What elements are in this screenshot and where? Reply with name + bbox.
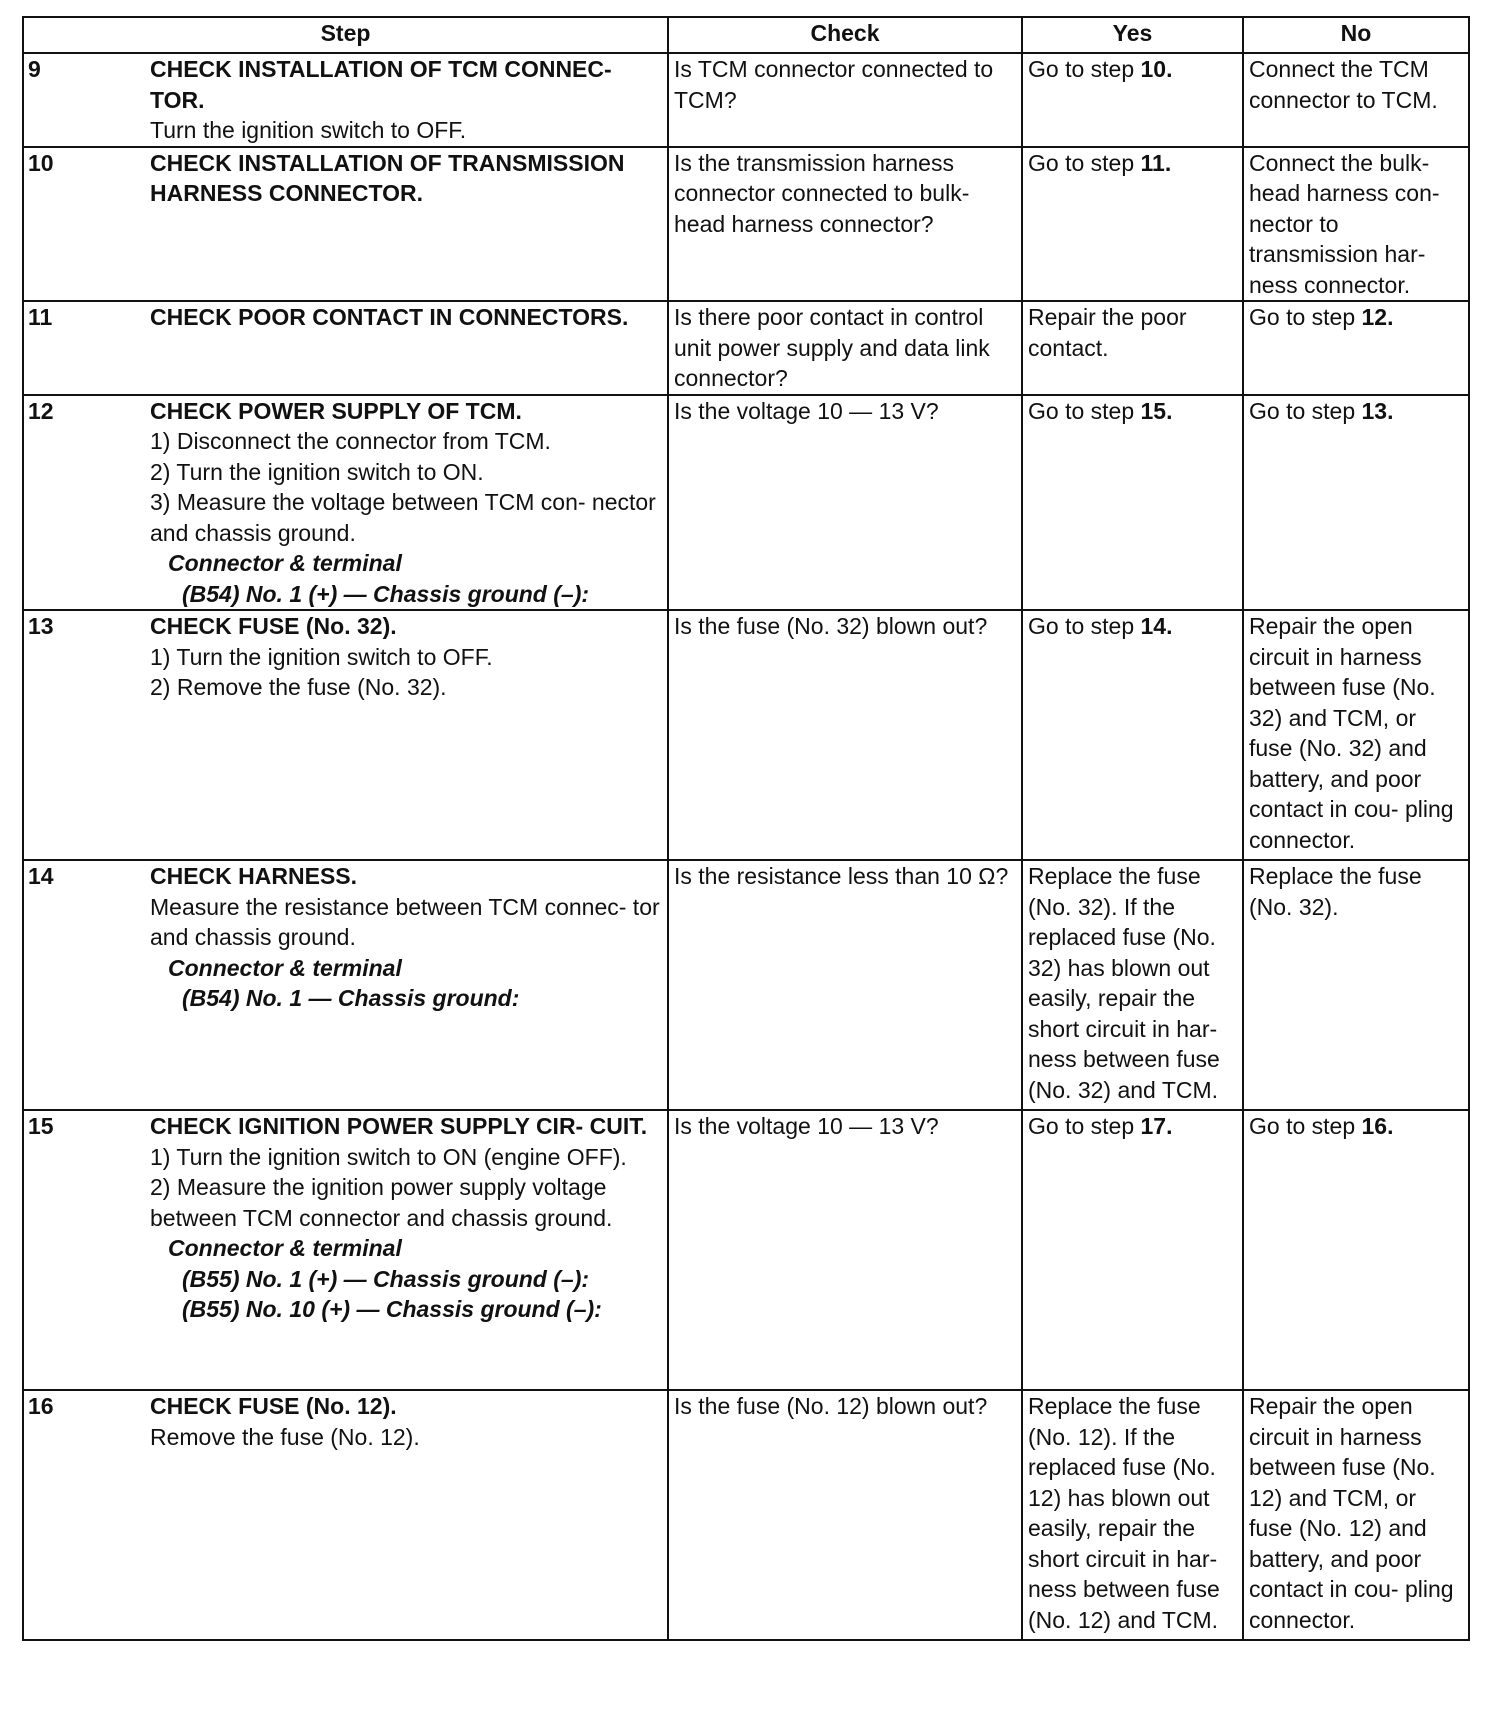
yes-text: Go to step: [1028, 149, 1141, 176]
table-row: [23, 610, 1469, 860]
check-cell: Is the fuse (No. 32) blown out?: [668, 610, 1022, 860]
connector-terminal: (B54) No. 1 (+) — Chassis ground (–):: [182, 580, 590, 607]
no-text: Repair the open circuit in harness between fuse (No. 12) and TCM, or fuse (No. 12) and battery, and poor contact in cou- pling connector.: [1249, 1393, 1454, 1633]
table-row: [23, 147, 1469, 302]
step-cell: [145, 301, 668, 395]
no-text: Replace the fuse (No. 32).: [1249, 863, 1422, 920]
yes-text: Go to step: [1028, 397, 1141, 424]
check-cell: Is the voltage 10 — 13 V?: [668, 395, 1022, 611]
no-step-ref: 12.: [1361, 304, 1394, 330]
step-title: CHECK HARNESS.: [150, 863, 358, 889]
table-header-row: [23, 17, 1469, 53]
step-title: CHECK INSTALLATION OF TRANSMISSION HARNESS CONNECTOR.: [150, 149, 625, 206]
header-step: Step: [23, 17, 668, 53]
header-yes: Yes: [1022, 17, 1243, 53]
connector-terminal: (B55) No. 10 (+) — Chassis ground (–):: [182, 1296, 602, 1322]
step-instruction: 2) Turn the ignition switch to ON.: [150, 458, 484, 485]
yes-cell: [1022, 147, 1243, 302]
step-title: CHECK FUSE (No. 12).: [150, 1393, 397, 1419]
step-title: CHECK POWER SUPPLY OF TCM.: [150, 397, 522, 424]
header-no: No: [1243, 17, 1469, 53]
check-cell: Is the resistance less than 10 Ω?: [668, 860, 1022, 1110]
step-cell: [145, 53, 668, 147]
table-row: [23, 1390, 1469, 1640]
no-cell: [1243, 610, 1469, 860]
step-instruction: 2) Remove the fuse (No. 32).: [150, 674, 447, 700]
yes-text: Go to step: [1028, 56, 1141, 82]
yes-step-ref: 17.: [1140, 1113, 1173, 1139]
step-instruction: 1) Disconnect the connector from TCM.: [150, 428, 551, 454]
check-cell: Is TCM connector connected to TCM?: [668, 53, 1022, 147]
yes-cell: [1022, 53, 1243, 147]
table-row: [23, 53, 1469, 147]
step-number: 12: [23, 395, 145, 611]
yes-cell: [1022, 395, 1243, 611]
no-step-ref: 16.: [1361, 1113, 1394, 1139]
no-text: Go to step: [1249, 304, 1362, 330]
check-cell: Is the fuse (No. 12) blown out?: [668, 1390, 1022, 1640]
step-title: CHECK INSTALLATION OF TCM CONNEC- TOR.: [150, 56, 612, 113]
diagnostic-table: [22, 16, 1470, 1641]
step-instruction: Turn the ignition switch to OFF.: [150, 117, 467, 143]
table-row: [23, 301, 1469, 395]
step-number: 14: [23, 860, 145, 1110]
step-instruction: 1) Turn the ignition switch to OFF.: [150, 643, 493, 670]
step-number: 10: [23, 147, 145, 302]
yes-cell: [1022, 1110, 1243, 1390]
connector-terminal: (B55) No. 1 (+) — Chassis ground (–):: [182, 1265, 590, 1292]
no-cell: [1243, 1390, 1469, 1640]
check-cell: Is the voltage 10 — 13 V?: [668, 1110, 1022, 1390]
no-cell: [1243, 860, 1469, 1110]
step-cell: [145, 1390, 668, 1640]
step-number: 16: [23, 1390, 145, 1640]
step-instruction: 2) Measure the ignition power supply voltage between TCM connector and chassis ground.: [150, 1174, 613, 1231]
step-instruction: Remove the fuse (No. 12).: [150, 1423, 420, 1450]
yes-cell: Repair the poor contact.: [1022, 301, 1243, 395]
check-cell: Is there poor contact in control unit power supply and data link connector?: [668, 301, 1022, 395]
step-instruction: 1) Turn the ignition switch to ON (engine OFF).: [150, 1143, 627, 1170]
no-step-ref: 13.: [1361, 397, 1394, 424]
yes-text: Go to step: [1028, 1113, 1141, 1139]
step-cell: [145, 395, 668, 611]
step-cell: [145, 610, 668, 860]
step-cell: [145, 1110, 668, 1390]
yes-cell: Replace the fuse (No. 32). If the replaced fuse (No. 32) has blown out easily, repair the short circuit in har- ness between fuse (No. 32) and TCM.: [1022, 860, 1243, 1110]
table-row: [23, 395, 1469, 611]
connector-heading: Connector & terminal: [168, 1235, 402, 1261]
yes-text: Go to step: [1028, 613, 1141, 639]
no-cell: [1243, 147, 1469, 302]
no-text: Repair the open circuit in harness between fuse (No. 32) and TCM, or fuse (No. 32) and battery, and poor contact in cou- pling connector.: [1249, 613, 1454, 853]
step-cell: [145, 860, 668, 1110]
no-text: Go to step: [1249, 397, 1362, 424]
no-cell: [1243, 53, 1469, 147]
step-cell: [145, 147, 668, 302]
no-cell: [1243, 301, 1469, 395]
yes-step-ref: 15.: [1140, 397, 1173, 424]
no-cell: [1243, 1110, 1469, 1390]
header-check: Check: [668, 17, 1022, 53]
table-row: [23, 860, 1469, 1110]
no-cell: [1243, 395, 1469, 611]
step-title: CHECK FUSE (No. 32).: [150, 613, 397, 639]
connector-heading: Connector & terminal: [168, 550, 402, 576]
no-text: Go to step: [1249, 1113, 1362, 1139]
no-text: Connect the bulk- head harness con- nector to transmission har- ness connector.: [1249, 149, 1440, 298]
step-title: CHECK IGNITION POWER SUPPLY CIR- CUIT.: [150, 1113, 648, 1139]
step-number: 11: [23, 301, 145, 395]
table-row: [23, 1110, 1469, 1390]
yes-cell: Replace the fuse (No. 12). If the replaced fuse (No. 12) has blown out easily, repair the short circuit in har- ness between fuse (No. 12) and TCM.: [1022, 1390, 1243, 1640]
step-instruction: 3) Measure the voltage between TCM con- nector and chassis ground.: [150, 489, 656, 546]
no-text: Connect the TCM connector to TCM.: [1249, 56, 1438, 113]
connector-terminal: (B54) No. 1 — Chassis ground:: [182, 985, 520, 1011]
yes-cell: [1022, 610, 1243, 860]
step-number: 13: [23, 610, 145, 860]
connector-heading: Connector & terminal: [168, 954, 402, 981]
check-cell: Is the transmission harness connector connected to bulk- head harness connector?: [668, 147, 1022, 302]
step-number: 9: [23, 53, 145, 147]
step-title: CHECK POOR CONTACT IN CONNECTORS.: [150, 304, 629, 330]
step-instruction: Measure the resistance between TCM connec- tor and chassis ground.: [150, 893, 660, 950]
yes-step-ref: 11.: [1140, 149, 1172, 176]
step-number: 15: [23, 1110, 145, 1390]
yes-step-ref: 10.: [1140, 56, 1173, 82]
yes-step-ref: 14.: [1140, 613, 1173, 639]
